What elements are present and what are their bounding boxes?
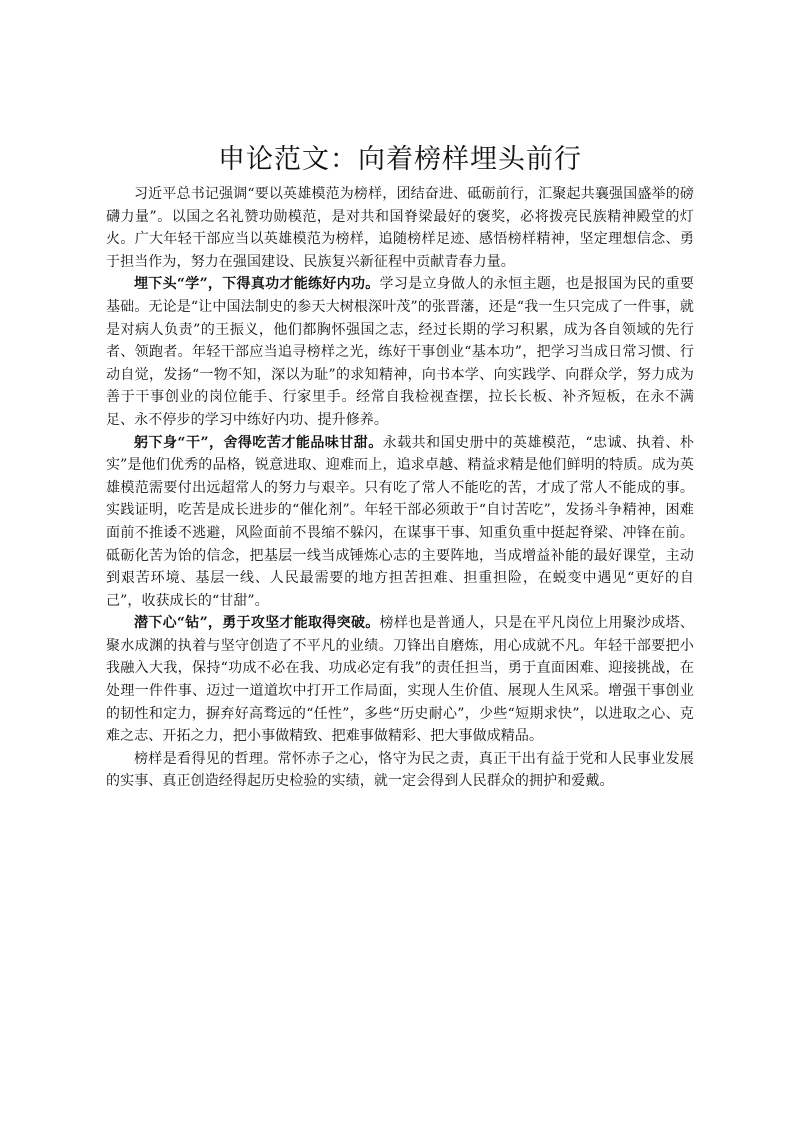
paragraph-text: 榜样是看得见的哲理。常怀赤子之心，恪守为民之责，真正干出有益于党和人民事业发展的实事、真正创造经得起历史检验的实绩，就一定会得到人民群众的拥护和爱戴。 bbox=[106, 750, 694, 790]
paragraph-work bbox=[106, 432, 694, 613]
paragraph-research bbox=[106, 612, 694, 748]
paragraph-text: 习近平总书记强调“要以英雄模范为榜样，团结奋进、砥砺前行，汇聚起共襄强国盛举的磅礴力量”。以国之名礼赞功勋模范，是对共和国脊梁最好的褒奖，必将拨亮民族精神殿堂的灯火。广大年轻干部应当以英雄模范为榜样，追随榜样足迹、感悟榜样精神，坚定理想信念、勇于担当作为，努力在强国建设、民族复兴新征程中贡献青春力量。 bbox=[106, 186, 694, 270]
paragraph-lead: 躬下身“干”，舍得吃苦才能品味甘甜。 bbox=[134, 434, 383, 451]
paragraph-study bbox=[106, 273, 694, 431]
article-title: 申论范文：向着榜样埋头前行 bbox=[218, 144, 582, 175]
paragraph-lead: 潜下心“钻”，勇于攻坚才能取得突破。 bbox=[134, 615, 380, 632]
paragraph-text: 榜样也是普通人，只是在平凡岗位上用聚沙成塔、聚水成渊的执着与坚守创造了不平凡的业绩。刀锋出自磨炼，用心成就不凡。年轻干部要把小我融入大我，保持“功成不必在我、功成必定有我”的责任担当，勇于直面困难、迎接挑战，在处理一件件事、迈过一道道坎中打开工作局面，实现人生价值、展现人生风采。增强干事创业的韧性和定力，摒弃好高骛远的“任性”，多些“历史耐心”，少些“短期求快”，以进取之心、克难之志、开拓之力，把小事做精致、把难事做精彩、把大事做成精品。 bbox=[106, 615, 694, 745]
paragraph-intro bbox=[106, 183, 694, 273]
article-body bbox=[106, 141, 694, 793]
paragraph-text: 学习是立身做人的永恒主题，也是报国为民的重要基础。无论是“让中国法制史的参天大树根深叶茂”的张晋藩，还是“我一生只完成了一件事，就是对病人负责”的王振义，他们都胸怀强国之志，经过长期的学习积累，成为各自领域的先行者、领跑者。年轻干部应当追寻榜样之光，练好干事创业“基本功”，把学习当成日常习惯、行动自觉，发扬“一物不知，深以为耻”的求知精神，向书本学、向实践学、向群众学，努力成为善于干事创业的岗位能手、行家里手。经常自我检视查摆，拉长长板、补齐短板，在永不满足、永不停步的学习中练好内功、提升修养。 bbox=[106, 276, 694, 428]
paragraph-text: 永载共和国史册中的英雄模范，“忠诚、执着、朴实”是他们优秀的品格，锐意进取、迎难而上，追求卓越、精益求精是他们鲜明的特质。成为英雄模范需要付出远超常人的努力与艰辛。只有吃了常人不能吃的苦，才成了常人不能成的事。实践证明，吃苦是成长进步的“催化剂”。年轻干部必须敢于“自讨苦吃”，发扬斗争精神，困难面前不推诿不逃避，风险面前不畏缩不躲闪，在谋事干事、知重负重中挺起脊梁、冲锋在前。砥砺化苦为饴的信念，把基层一线当成锤炼心志的主要阵地，当成增益补能的最好课堂，主动到艰苦环境、基层一线、人民最需要的地方担苦担难、担重担险，在蜕变中遇见“更好的自己”，收获成长的“甘甜”。 bbox=[106, 434, 695, 609]
paragraph-lead: 埋下头“学”，下得真功才能练好内功。 bbox=[134, 276, 380, 293]
paragraph-conclusion bbox=[106, 748, 694, 793]
